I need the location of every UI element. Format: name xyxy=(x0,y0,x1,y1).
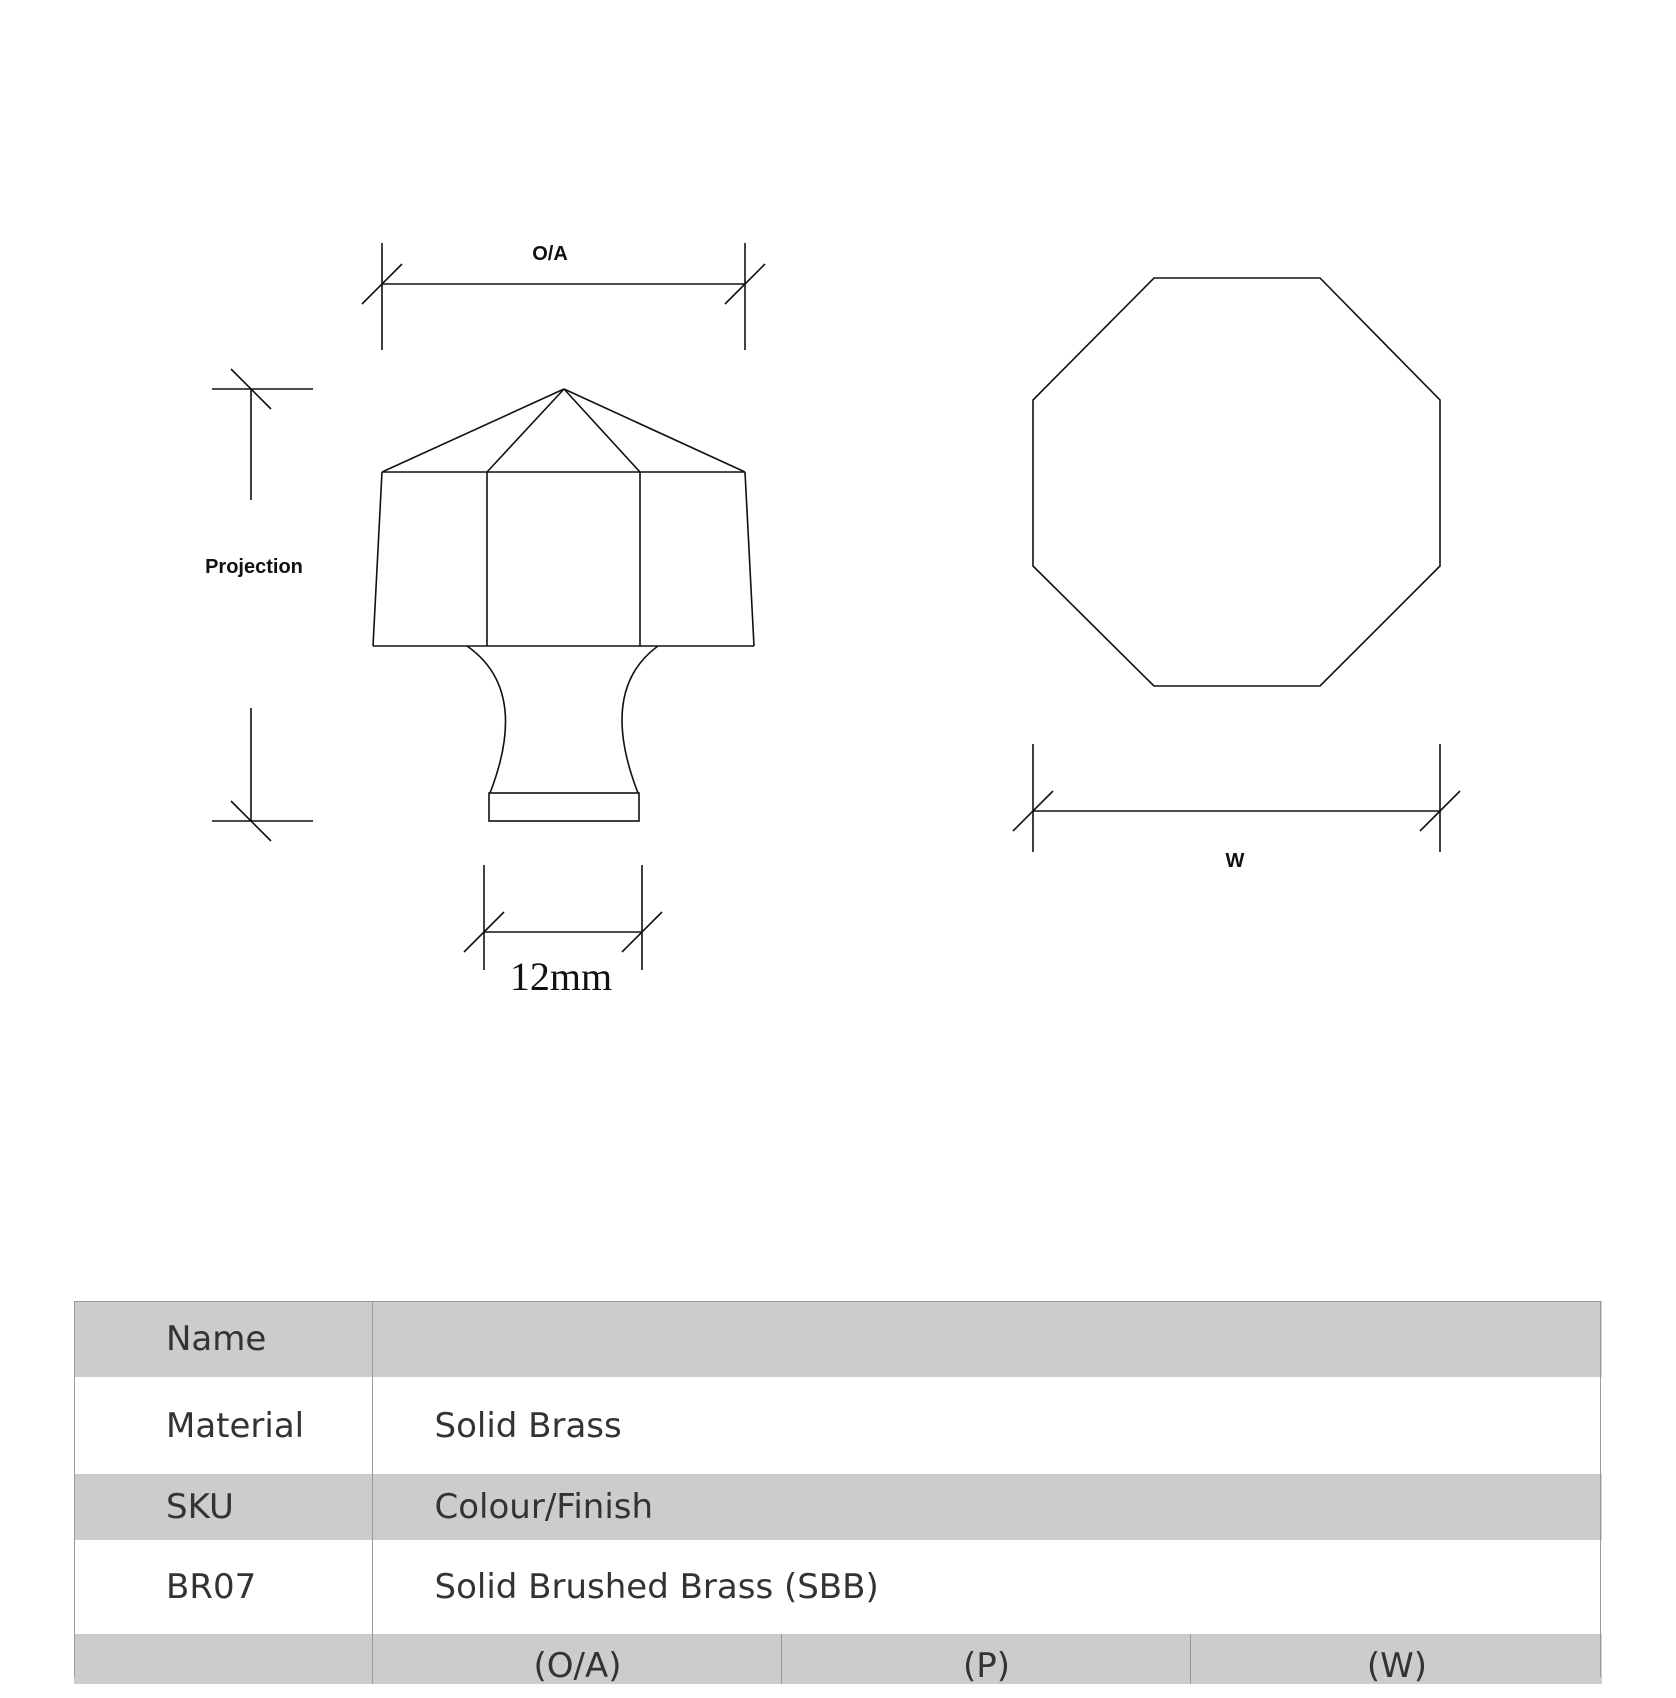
finish-header: Colour/Finish xyxy=(372,1474,1602,1540)
sku-value: BR07 xyxy=(74,1540,372,1634)
width-dimension-line xyxy=(1013,744,1460,852)
overall-label: O/A xyxy=(532,243,568,265)
finish-value: Solid Brushed Brass (SBB) xyxy=(372,1540,1602,1634)
overall-header: (O/A) xyxy=(372,1634,782,1684)
projection-label: Projection xyxy=(205,556,303,578)
table-row xyxy=(74,1540,1602,1634)
dimension-header-row xyxy=(74,1634,1602,1684)
width-label: W xyxy=(1225,850,1245,872)
knob-side-view xyxy=(373,389,754,821)
octagon-top-view xyxy=(1033,278,1440,686)
table-row xyxy=(74,1377,1602,1474)
base-size-label: 12mm xyxy=(509,954,613,999)
name-value xyxy=(372,1301,1602,1377)
sku-label: SKU xyxy=(74,1474,372,1540)
projection-header: (P) xyxy=(781,1634,1191,1684)
table-row xyxy=(74,1301,1602,1377)
width-header: (W) xyxy=(1190,1634,1603,1684)
material-value: Solid Brass xyxy=(372,1377,1602,1474)
name-label: Name xyxy=(74,1301,372,1377)
spec-table xyxy=(74,1301,1602,1634)
table-row xyxy=(74,1474,1602,1540)
material-label: Material xyxy=(74,1377,372,1474)
projection-dimension-line xyxy=(212,369,313,841)
